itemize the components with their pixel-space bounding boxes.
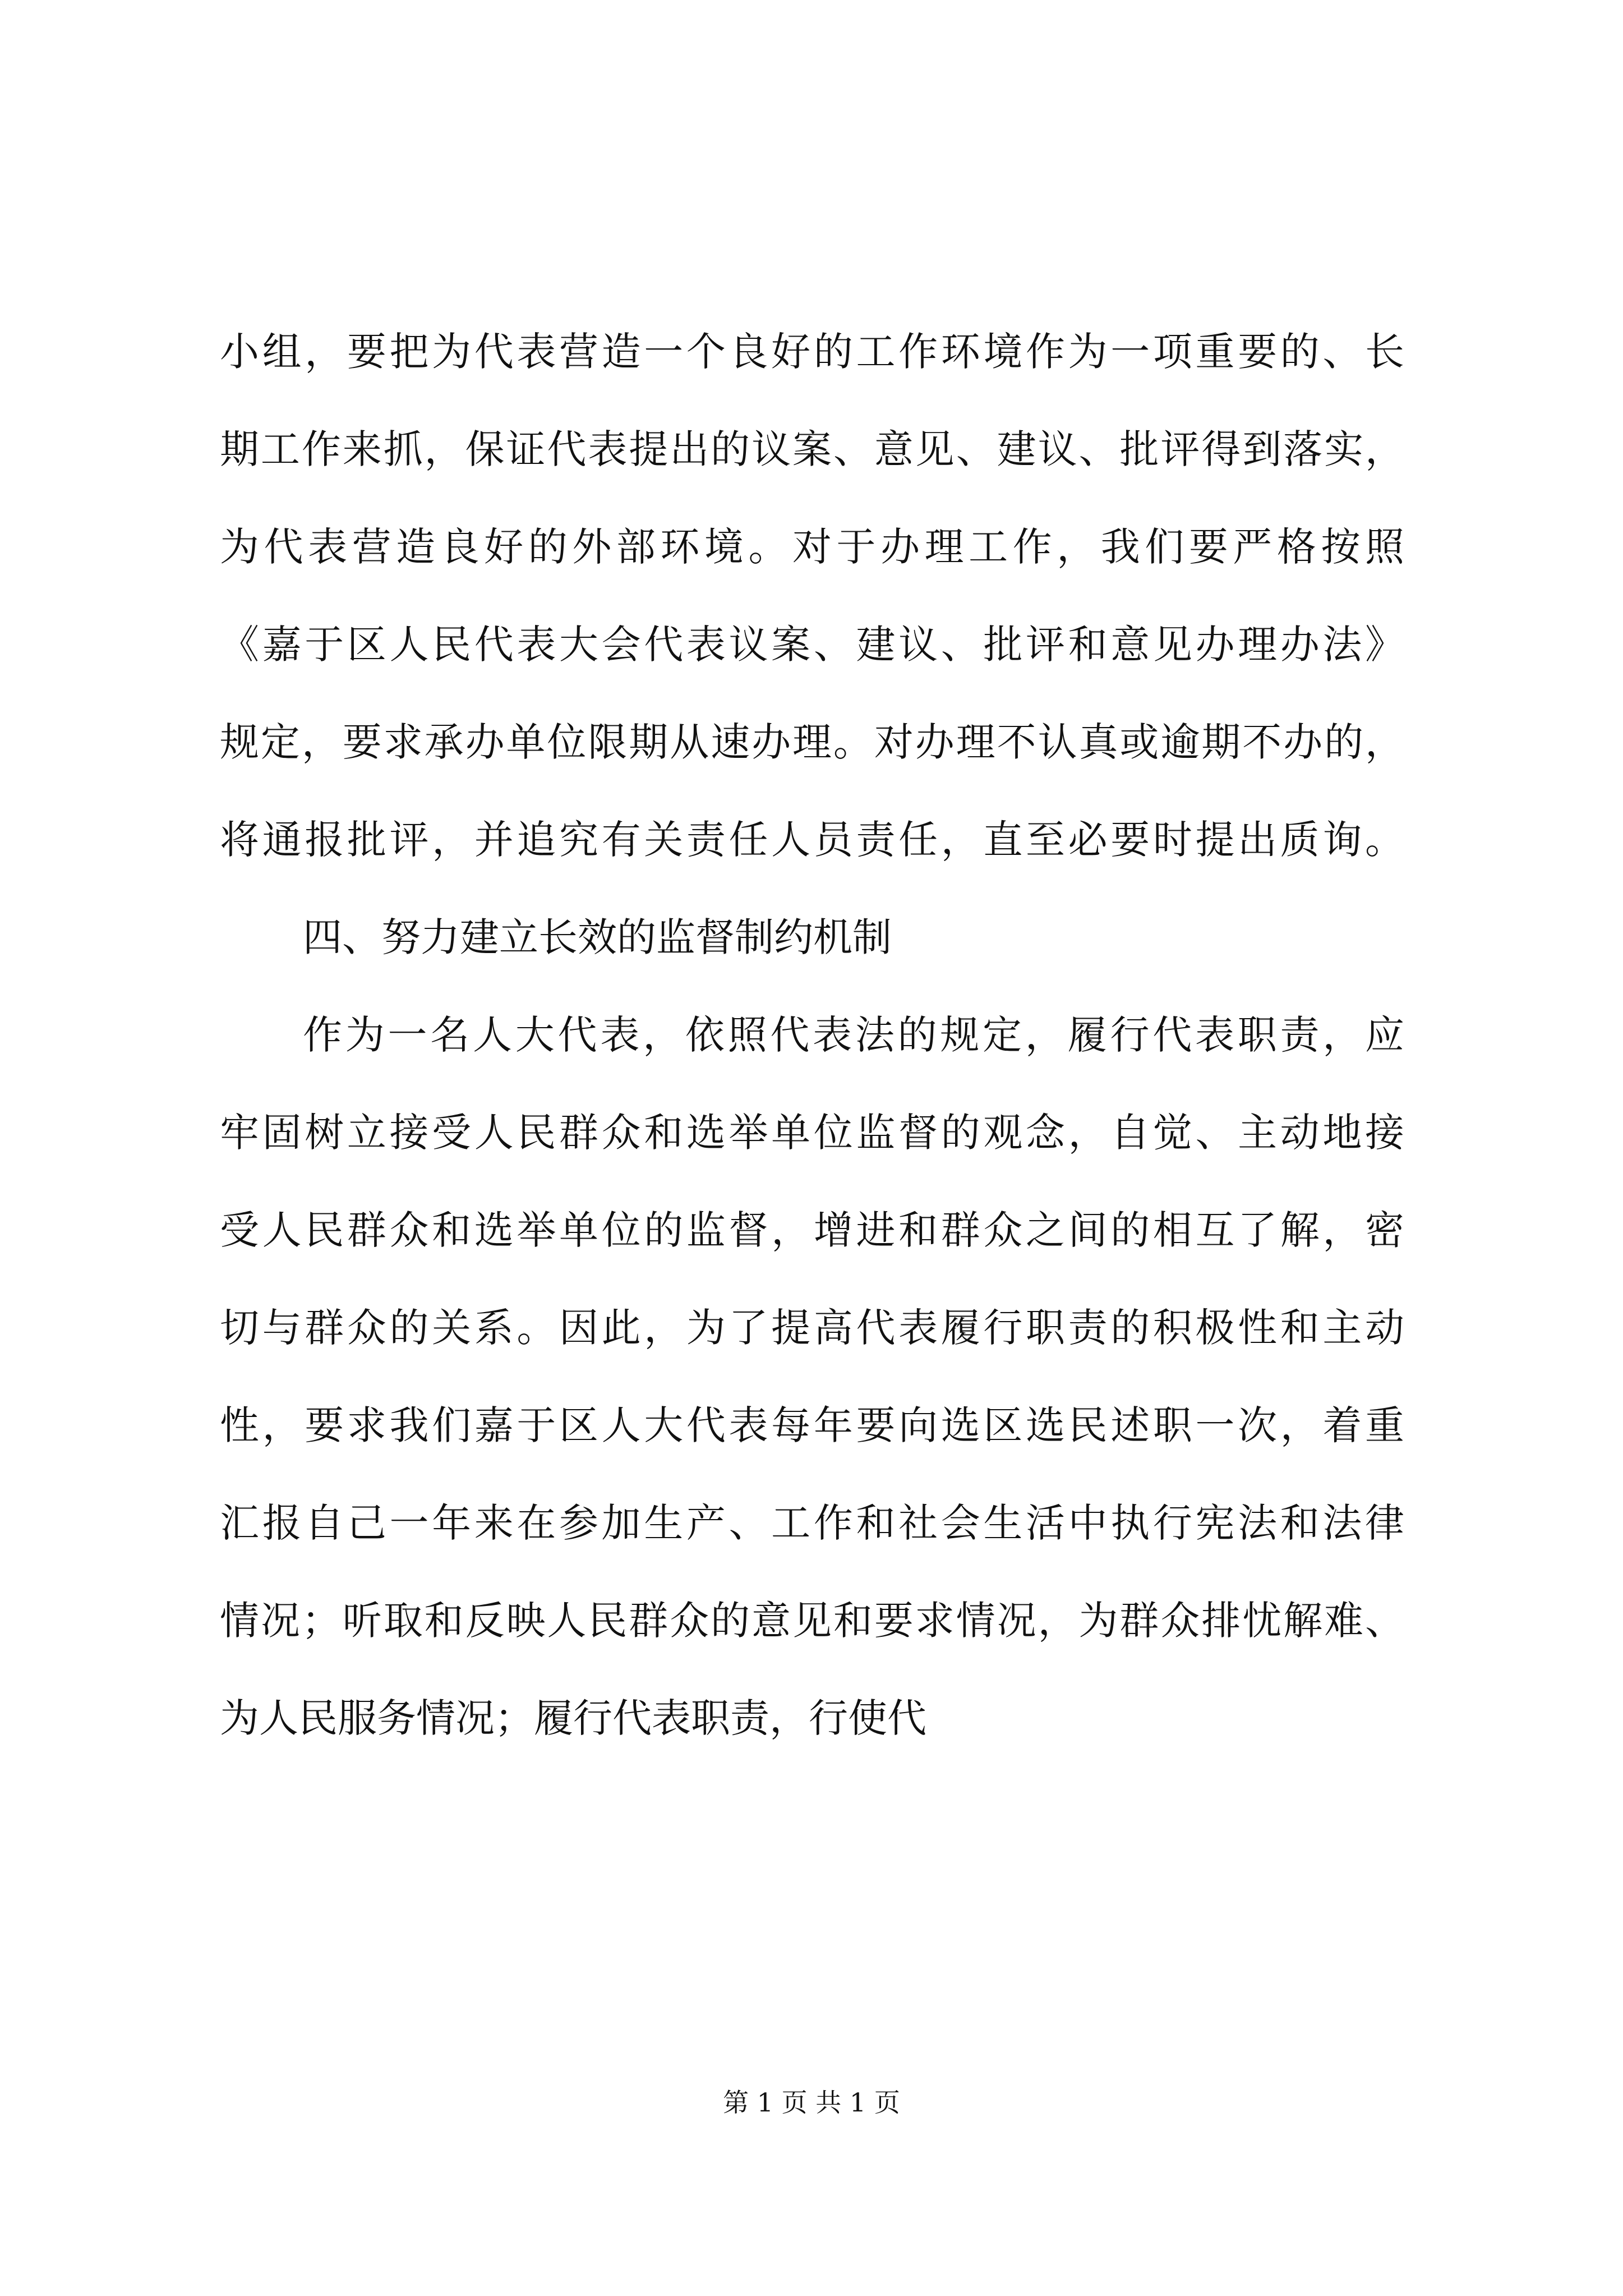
paragraph-line: 汇报自己一年来在参加生产、工作和社会生活中执行宪法和法律 xyxy=(220,1500,1404,1546)
paragraph-line: 将通报批评，并追究有关责任人员责任，直至必要时提出质询。 xyxy=(220,817,1404,863)
paragraph-line: 为人民服务情况；履行代表职责，行使代 xyxy=(220,1695,926,1741)
paragraph-line: 期工作来抓，保证代表提出的议案、意见、建议、批评得到落实， xyxy=(220,426,1404,472)
paragraph-line: 小组，要把为代表营造一个良好的工作环境作为一项重要的、长 xyxy=(220,329,1404,375)
paragraph-line: 情况；听取和反映人民群众的意见和要求情况，为群众排忧解难、 xyxy=(220,1598,1404,1644)
paragraph-line: 切与群众的关系。因此，为了提高代表履行职责的积极性和主动 xyxy=(220,1305,1404,1351)
paragraph-line: 性，要求我们嘉于区人大代表每年要向选区选民述职一次，着重 xyxy=(220,1402,1404,1448)
paragraph-line: 为代表营造良好的外部环境。对于办理工作，我们要严格按照 xyxy=(220,524,1404,570)
paragraph-line: 《嘉于区人民代表大会代表议案、建议、批评和意见办理办法》 xyxy=(220,622,1404,668)
paragraph-line: 规定，要求承办单位限期从速办理。对办理不认真或逾期不办的， xyxy=(220,719,1404,765)
document-body xyxy=(220,303,1404,1767)
paragraph-line: 牢固树立接受人民群众和选举单位监督的观念，自觉、主动地接 xyxy=(220,1110,1404,1156)
page-footer xyxy=(0,2086,1623,2119)
paragraph-line: 受人民群众和选举单位的监督，增进和群众之间的相互了解，密 xyxy=(220,1207,1404,1253)
page-number-label: 第 1 页 共 1 页 xyxy=(723,2087,900,2118)
paragraph-line: 作为一名人大代表，依照代表法的规定，履行代表职责，应 xyxy=(303,1012,1404,1058)
section-heading: 四、努力建立长效的监督制约机制 xyxy=(303,914,892,960)
